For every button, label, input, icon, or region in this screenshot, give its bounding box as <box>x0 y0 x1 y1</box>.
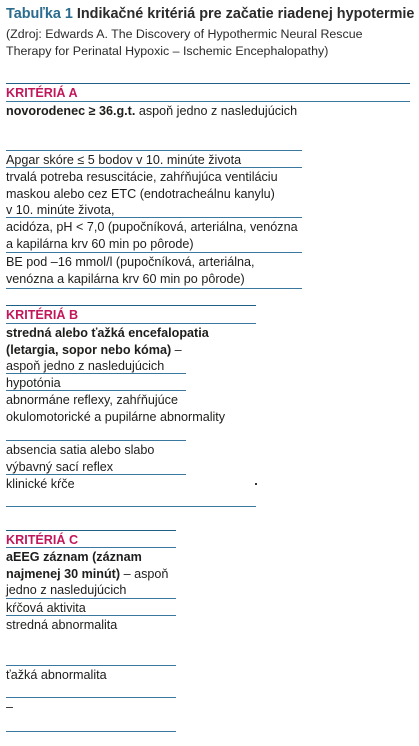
table-number: Tabuľka 1 <box>6 6 73 22</box>
row-divider <box>6 167 302 168</box>
section-a-intro: novorodenec ≥ 36.g.t. aspoň jedno z nasledujúcich <box>6 104 298 118</box>
section-c-intro: aEEG záznam (záznam najmenej 30 minút) – aspoň jedno z nasledujúcich <box>6 550 169 597</box>
section-divider <box>6 305 256 306</box>
source-line: Therapy for Perinatal Hypoxic – Ischemic Encephalopathy) <box>6 44 329 58</box>
section-divider <box>6 83 410 84</box>
row-divider <box>6 390 186 391</box>
criteria-a-item: trvalá potreba resuscitácie, zahŕňujúca ventiláciu maskou alebo cez ETC (endotracheálnu kanylu) v 10. minúte života, <box>6 170 278 217</box>
source-line: (Zdroj: Edwards A. The Discovery of Hypothermic Neural Rescue <box>6 27 363 41</box>
criteria-a-item: acidóza, pH < 7,0 (pupočníková, arteriálna, venózna a kapilárna krv 60 min po pôrode) <box>6 220 298 251</box>
criteria-b-item: absencia satia alebo slabo výbavný sací reflex <box>6 443 155 474</box>
row-divider <box>6 506 256 507</box>
row-divider <box>6 731 176 732</box>
criteria-c-item: kŕčová aktivita <box>6 601 86 615</box>
row-divider <box>6 547 176 548</box>
row-divider <box>6 665 176 666</box>
row-divider <box>6 101 410 102</box>
table-source <box>6 26 411 60</box>
section-divider <box>6 530 176 531</box>
row-divider <box>6 697 176 698</box>
criteria-b-item: hypotónia <box>6 376 61 390</box>
row-divider <box>6 440 186 441</box>
row-divider <box>6 373 186 374</box>
row-divider <box>6 323 256 324</box>
row-divider <box>6 598 176 599</box>
criteria-c-item: stredná abnormalita <box>6 618 118 632</box>
section-a-heading: KRITÉRIÁ A <box>6 86 78 100</box>
row-divider <box>6 252 302 253</box>
row-divider <box>6 474 186 475</box>
row-divider <box>6 615 176 616</box>
divider-tick <box>255 483 257 485</box>
criteria-b-item: klinické kŕče <box>6 477 75 491</box>
table-title-text: Indikačné kritériá pre začatie riadenej hypotermie <box>76 6 415 22</box>
criteria-a-item: Apgar skóre ≤ 5 bodov v 10. minúte života <box>6 153 242 167</box>
section-b-intro: stredná alebo ťažká encefalopatia (letargia, sopor nebo kóma) – aspoň jedno z nasledujúcich <box>6 326 209 373</box>
row-divider <box>6 217 302 218</box>
criteria-c-item: – <box>6 700 14 714</box>
section-c-heading: KRITÉRIÁ C <box>6 533 79 547</box>
table-title <box>6 6 414 22</box>
criteria-a-item: BE pod –16 mmol/l (pupočníková, arteriálna, venózna a kapilárna krv 60 min po pôrode) <box>6 255 255 286</box>
criteria-b-item: abnormáne reflexy, zahŕňujúce okulomotorické a pupilárne abnormality <box>6 393 226 424</box>
section-b-heading: KRITÉRIÁ B <box>6 308 79 322</box>
row-divider <box>6 150 302 151</box>
row-divider <box>6 288 302 289</box>
criteria-c-item: ťažká abnormalita <box>6 668 107 682</box>
